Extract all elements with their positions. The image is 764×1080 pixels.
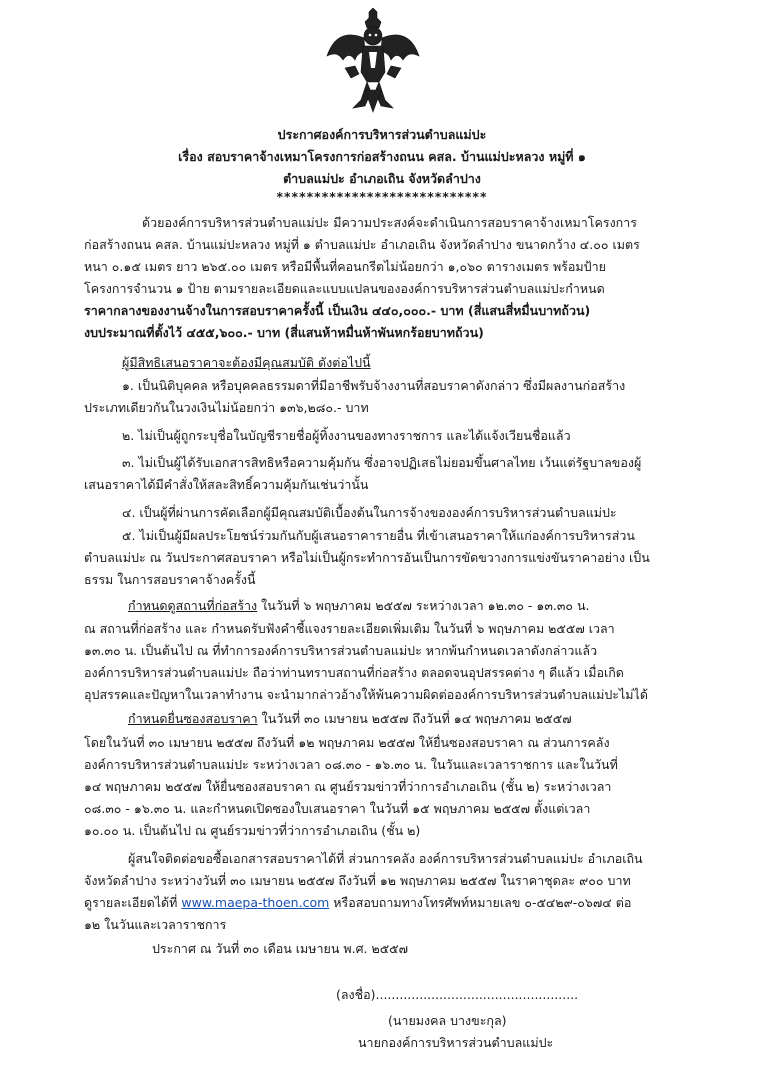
contact-line: จังหวัดลำปาง ระหว่างวันที่ ๓๐ เมษายน ๒๕๕๗ ถึงวันที่ ๑๒ พฤษภาคม ๒๕๕๗ ในราคาชุดละ ๙๐๐ บาท [84, 873, 631, 888]
intro-line: โครงการจำนวน ๑ ป้าย ตามรายละเอียดและแบบแปลนขององค์การบริหารส่วนตำบลแม่ปะกำหนด [84, 281, 605, 296]
location-line: ตำบลแม่ปะ อำเภอเถิน จังหวัดลำปาง [283, 171, 481, 186]
site-visit-label: กำหนดดูสถานที่ก่อสร้าง [128, 598, 258, 613]
qualification-item: ๑. เป็นนิติบุคคล หรือบุคคลธรรมดาที่มีอาชีพรับจ้างงานที่สอบราคาดังกล่าว ซึ่งมีผลงานก่อสร้าง [122, 378, 626, 393]
garuda-emblem-icon [325, 8, 421, 116]
qualification-heading: ผู้มีสิทธิเสนอราคาจะต้องมีคุณสมบัติ ดังต่อไปนี้ [122, 355, 371, 370]
website-link[interactable]: www.maepa-thoen.com [181, 895, 330, 910]
site-visit-line: อุปสรรคและปัญหาในเวลาทำงาน จะนำมากล่าวอ้างให้พ้นความผิดต่อองค์การบริหารส่วนตำบลแม่ปะไม่ได้ [84, 687, 648, 702]
contact-line: ผู้สนใจติดต่อขอซื้อเอกสารสอบราคาได้ที่ ส่วนการคลัง องค์การบริหารส่วนตำบลแม่ปะ อำเภอเถิน [128, 851, 643, 866]
intro-line: ก่อสร้างถนน คสล. บ้านแม่ปะหลวง หมู่ที่ ๑ ตำบลแม่ปะ อำเภอเถิน จังหวัดลำปาง ขนาดกว้าง ๔.๐๐ เมตร [84, 237, 640, 252]
qualification-item: ๓. ไม่เป็นผู้ได้รับเอกสารสิทธิหรือความคุ้มกัน ซึ่งอาจปฏิเสธไม่ยอมขึ้นศาลไทย เว้นแต่รัฐบาลของผู้ [122, 455, 642, 470]
site-visit-first-line: กำหนดดูสถานที่ก่อสร้าง ในวันที่ ๖ พฤษภาคม ๒๕๕๗ ระหว่างเวลา ๑๒.๓๐ - ๑๓.๓๐ น. [128, 598, 590, 613]
contact-line: ๑๒ ในวันและเวลาราชการ [84, 917, 227, 932]
bid-submission-line: ๐๘.๓๐ - ๑๖.๓๐ น. และกำหนดเปิดซองใบเสนอราคา ในวันที่ ๑๕ พฤษภาคม ๒๕๕๗ ตั้งแต่เวลา [84, 801, 591, 816]
signer-position: นายกองค์การบริหารส่วนตำบลแม่ปะ [358, 1035, 554, 1050]
qualification-item: ตำบลแม่ปะ ณ วันประกาศสอบราคา หรือไม่เป็นผู้กระทำการอันเป็นการขัดขวางการแข่งขันราคาอย่าง เป็น [84, 550, 650, 565]
qualification-item: ๒. ไม่เป็นผู้ถูกระบุชื่อในบัญชีรายชื่อผู้ทิ้งงานของทางราชการ และได้แจ้งเวียนชื่อแล้ว [122, 428, 571, 443]
announce-date-line: ประกาศ ณ วันที่ ๓๐ เดือน เมษายน พ.ศ. ๒๕๕๗ [152, 941, 409, 956]
signature-line: (ลงชื่อ)................................................... [336, 987, 579, 1002]
bid-submission-label: กำหนดยื่นซองสอบราคา [128, 711, 258, 726]
intro-line: ด้วยองค์การบริหารส่วนตำบลแม่ปะ มีความประสงค์จะดำเนินการสอบราคาจ้างเหมาโครงการ [142, 215, 637, 230]
signer-name: (นายมงคล บางขะกุล) [388, 1013, 507, 1028]
qualification-item: ธรรม ในการสอบราคาจ้างครั้งนี้ [84, 572, 256, 587]
bid-submission-first-line: กำหนดยื่นซองสอบราคา ในวันที่ ๓๐ เมษายน ๒๕๕๗ ถึงวันที่ ๑๔ พฤษภาคม ๒๕๕๗ [128, 711, 572, 726]
qualification-item: ประเภทเดียวกันในวงเงินไม่น้อยกว่า ๑๓๖,๒๘๐.- บาท [84, 400, 369, 415]
median-price-line: ราคากลางของงานจ้างในการสอบราคาครั้งนี้ เป็นเงิน ๔๔๐,๐๐๐.- บาท (สี่แสนสี่หมื่นบาทถ้วน) [84, 303, 591, 318]
bid-submission-line: ๑๐.๐๐ น. เป็นต้นไป ณ ศูนย์รวมข่าวที่ว่าการอำเภอเถิน (ชั้น ๒) [84, 823, 421, 838]
subject-line: เรื่อง สอบราคาจ้างเหมาโครงการก่อสร้างถนน คสล. บ้านแม่ปะหลวง หมู่ที่ ๑ [178, 149, 586, 164]
budget-line: งบประมาณที่ตั้งไว้ ๔๕๕,๖๐๐.- บาท (สี่แสนห้าหมื่นห้าพันหกร้อยบาทถ้วน) [84, 325, 484, 340]
bid-submission-line: ๑๔ พฤษภาคม ๒๕๕๗ ให้ยื่นซองสอบราคา ณ ศูนย์รวมข่าวที่ว่าการอำเภอเถิน (ชั้น ๒) ระหว่างเวลา [84, 779, 612, 794]
qualification-item: เสนอราคาได้มีคำสั่งให้สละสิทธิ์ความคุ้มกันเช่นว่านั้น [84, 477, 369, 492]
bid-submission-line: องค์การบริหารส่วนตำบลแม่ปะ ระหว่างเวลา ๐๘.๓๐ - ๑๖.๓๐ น. ในวันและเวลาราชการ และในวันที่ [84, 757, 618, 772]
bid-submission-line: โดยในวันที่ ๓๐ เมษายน ๒๕๕๗ ถึงวันที่ ๑๒ พฤษภาคม ๒๕๕๗ ให้ยื่นซองสอบราคา ณ ส่วนการคลัง [84, 735, 610, 750]
site-visit-line: องค์การบริหารส่วนตำบลแม่ปะ ถือว่าท่านทราบสถานที่ก่อสร้าง ตลอดจนอุปสรรคต่าง ๆ ดีแล้ว เมื่อเกิด [84, 665, 624, 680]
qualification-item: ๕. ไม่เป็นผู้มีผลประโยชน์ร่วมกันกับผู้เสนอราคารายอื่น ที่เข้าเสนอราคาให้แก่องค์การบริหารส่วน [122, 528, 635, 543]
qualification-item: ๔. เป็นผู้ที่ผ่านการคัดเลือกผู้มีคุณสมบัติเบื้องต้นในการจ้างขององค์การบริหารส่วนตำบลแม่ปะ [122, 505, 617, 520]
site-visit-line: ๑๓.๓๐ น. เป็นต้นไป ณ ที่ทำการองค์การบริหารส่วนตำบลแม่ปะ หากพ้นกำหนดเวลาดังกล่าวแล้ว [84, 643, 598, 658]
announcement-title: ประกาศองค์การบริหารส่วนตำบลแม่ปะ [277, 127, 487, 142]
site-visit-line: ณ สถานที่ก่อสร้าง และ กำหนดรับฟังคำชี้แจงรายละเอียดเพิ่มเติม ในวันที่ ๖ พฤษภาคม ๒๕๕๗ เวลา [84, 621, 615, 636]
intro-line: หนา ๐.๑๕ เมตร ยาว ๒๖๕.๐๐ เมตร หรือมีพื้นที่คอนกรีตไม่น้อยกว่า ๑,๐๖๐ ตารางเมตร พร้อมป้าย [84, 259, 606, 274]
star-divider: **************************** [276, 189, 488, 204]
contact-website-line: ดูรายละเอียดได้ที่ www.maepa-thoen.com หรือสอบถามทางโทรศัพท์หมายเลข ๐-๕๔๒๙-๐๖๗๔ ต่อ [84, 895, 632, 910]
